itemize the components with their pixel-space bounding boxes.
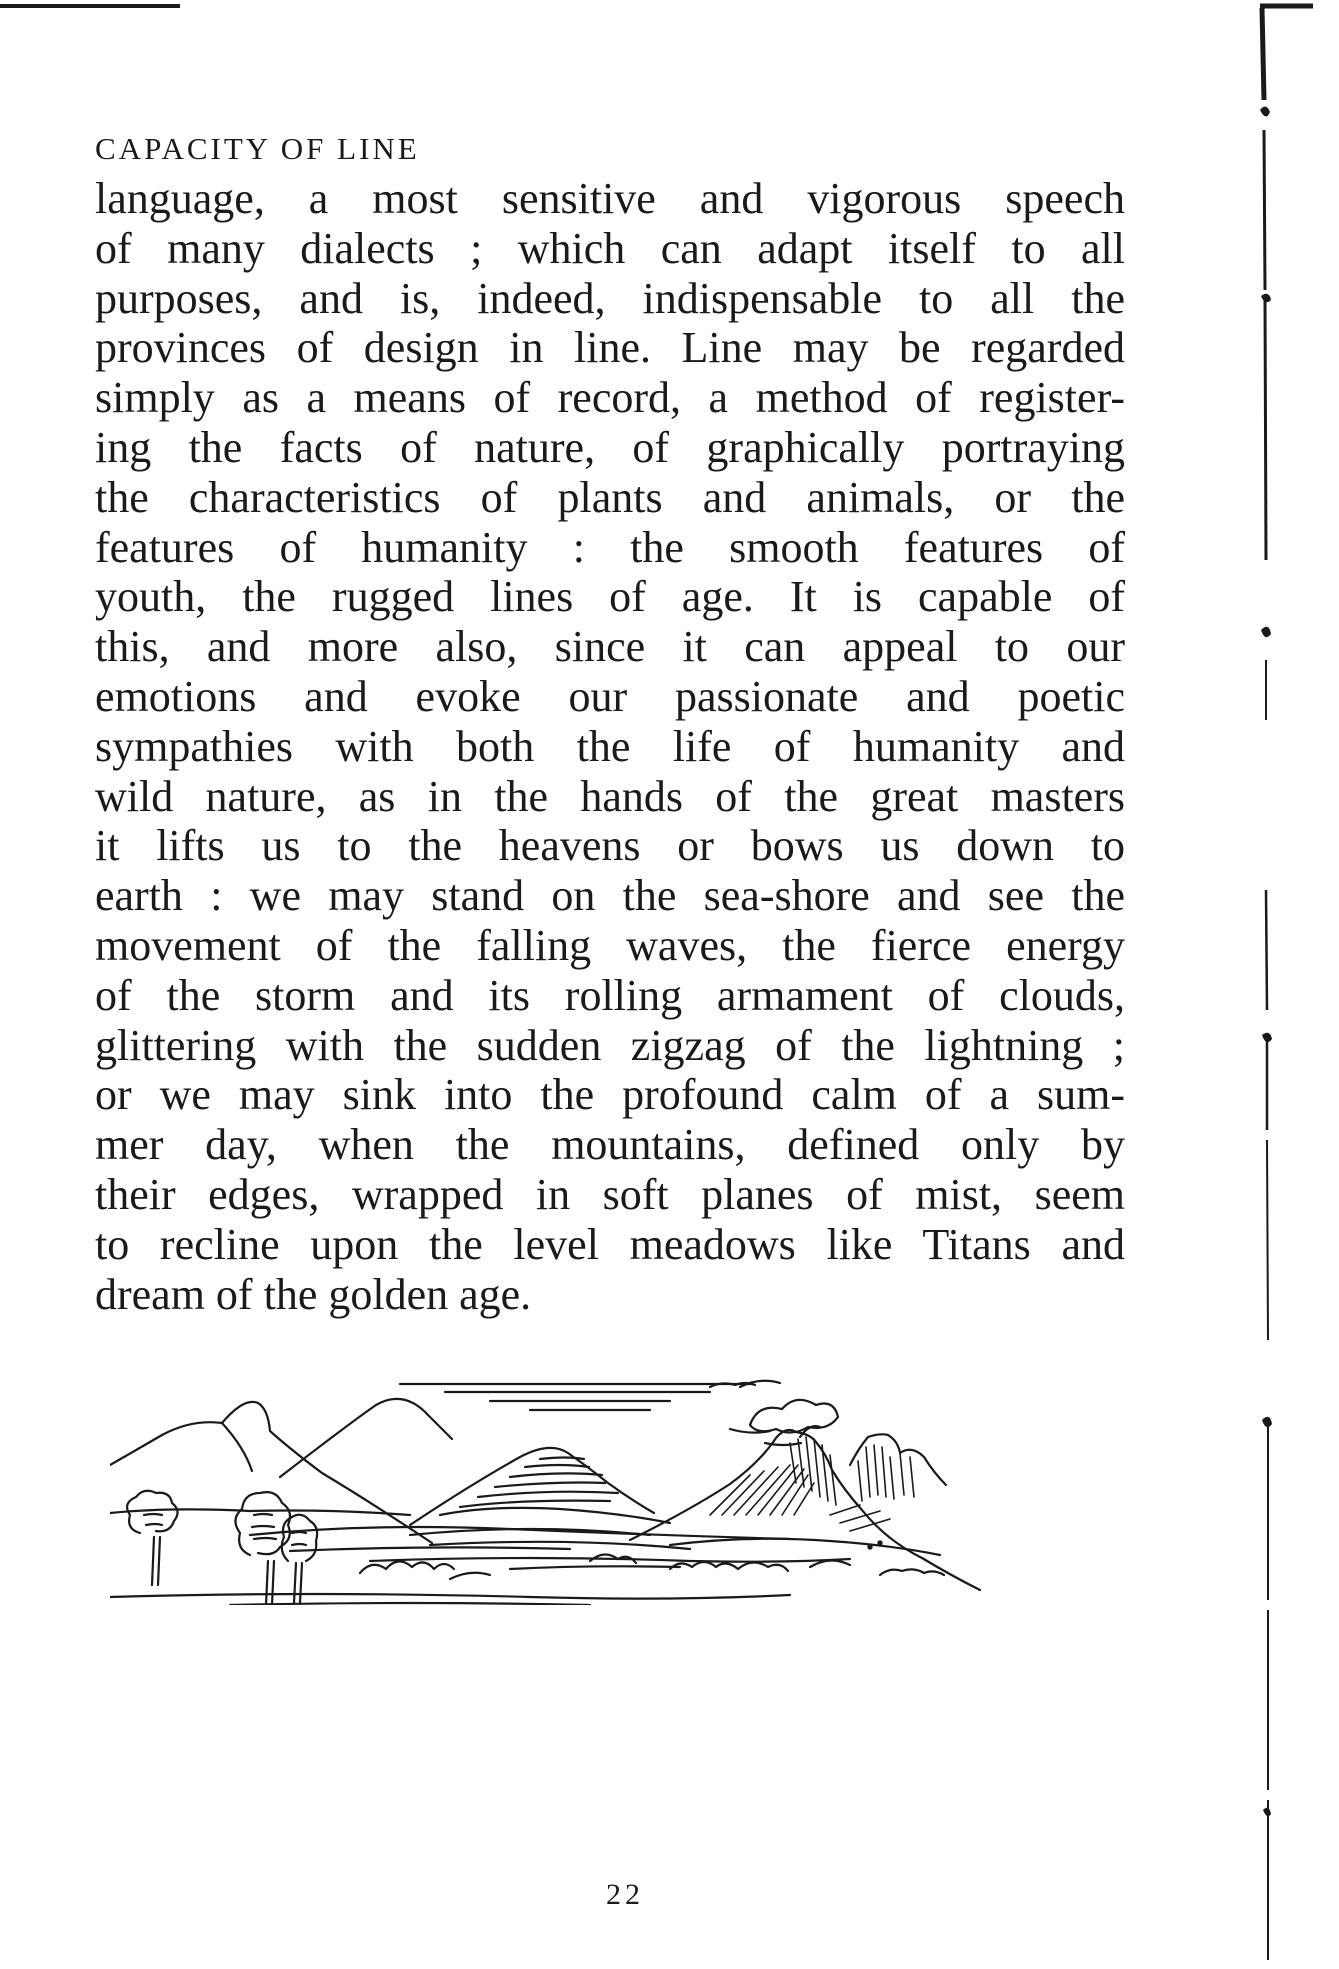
top-rule xyxy=(0,4,180,8)
sky-lines xyxy=(400,1381,780,1410)
text-line: their edges, wrapped in soft planes of mist, seem xyxy=(95,1169,1125,1219)
page-number: 22 xyxy=(606,1878,644,1911)
text-line: it lifts us to the heavens or bows us down to xyxy=(95,821,1125,871)
text-line: dream of the golden age. xyxy=(95,1269,532,1319)
text-line: emotions and evoke our passionate and poetic xyxy=(95,671,1125,721)
text-line: of many dialects ; which can adapt itself to all xyxy=(95,223,1125,273)
text-line: provinces of design in line. Line may be regarded xyxy=(95,323,1125,373)
text-line: ing the facts of nature, of graphically portraying xyxy=(95,422,1125,472)
right-mountains xyxy=(630,1426,980,1590)
text-line: sympathies with both the life of humanity and xyxy=(95,721,1125,771)
text-line: youth, the rugged lines of age. It is capable of xyxy=(95,572,1125,622)
text-line: movement of the falling waves, the fierce energy xyxy=(95,920,1125,970)
trees xyxy=(127,1491,317,1605)
text-line: glittering with the sudden zigzag of the lightning ; xyxy=(95,1020,1125,1070)
text-line: mer day, when the mountains, defined only by xyxy=(95,1120,1125,1170)
text-line: or we may sink into the profound calm of a sum- xyxy=(95,1070,1125,1120)
text-line: earth : we may stand on the sea-shore and see the xyxy=(95,871,1125,921)
text-line: features of humanity : the smooth features of xyxy=(95,522,1125,572)
running-head: CAPACITY OF LINE xyxy=(95,131,420,166)
left-mountain xyxy=(110,1399,452,1543)
text-line: simply as a means of record, a method of register- xyxy=(95,373,1125,423)
text-line: language, a most sensitive and vigorous speech xyxy=(95,174,1125,223)
text-line: the characteristics of plants and animals, or the xyxy=(95,472,1125,522)
text-line: to recline upon the level meadows like Titans and xyxy=(95,1219,1125,1269)
binding-edge xyxy=(1258,0,1318,1969)
text-line: this, and more also, since it can appeal to our xyxy=(95,622,1125,672)
body-text xyxy=(95,174,1125,1319)
cloud xyxy=(730,1400,838,1445)
text-line: of the storm and its rolling armament of clouds, xyxy=(95,970,1125,1020)
landscape-illustration xyxy=(110,1365,1100,1605)
text-line: wild nature, as in the hands of the great masters xyxy=(95,771,1125,821)
text-line: purposes, and is, indeed, indispensable to all the xyxy=(95,273,1125,323)
